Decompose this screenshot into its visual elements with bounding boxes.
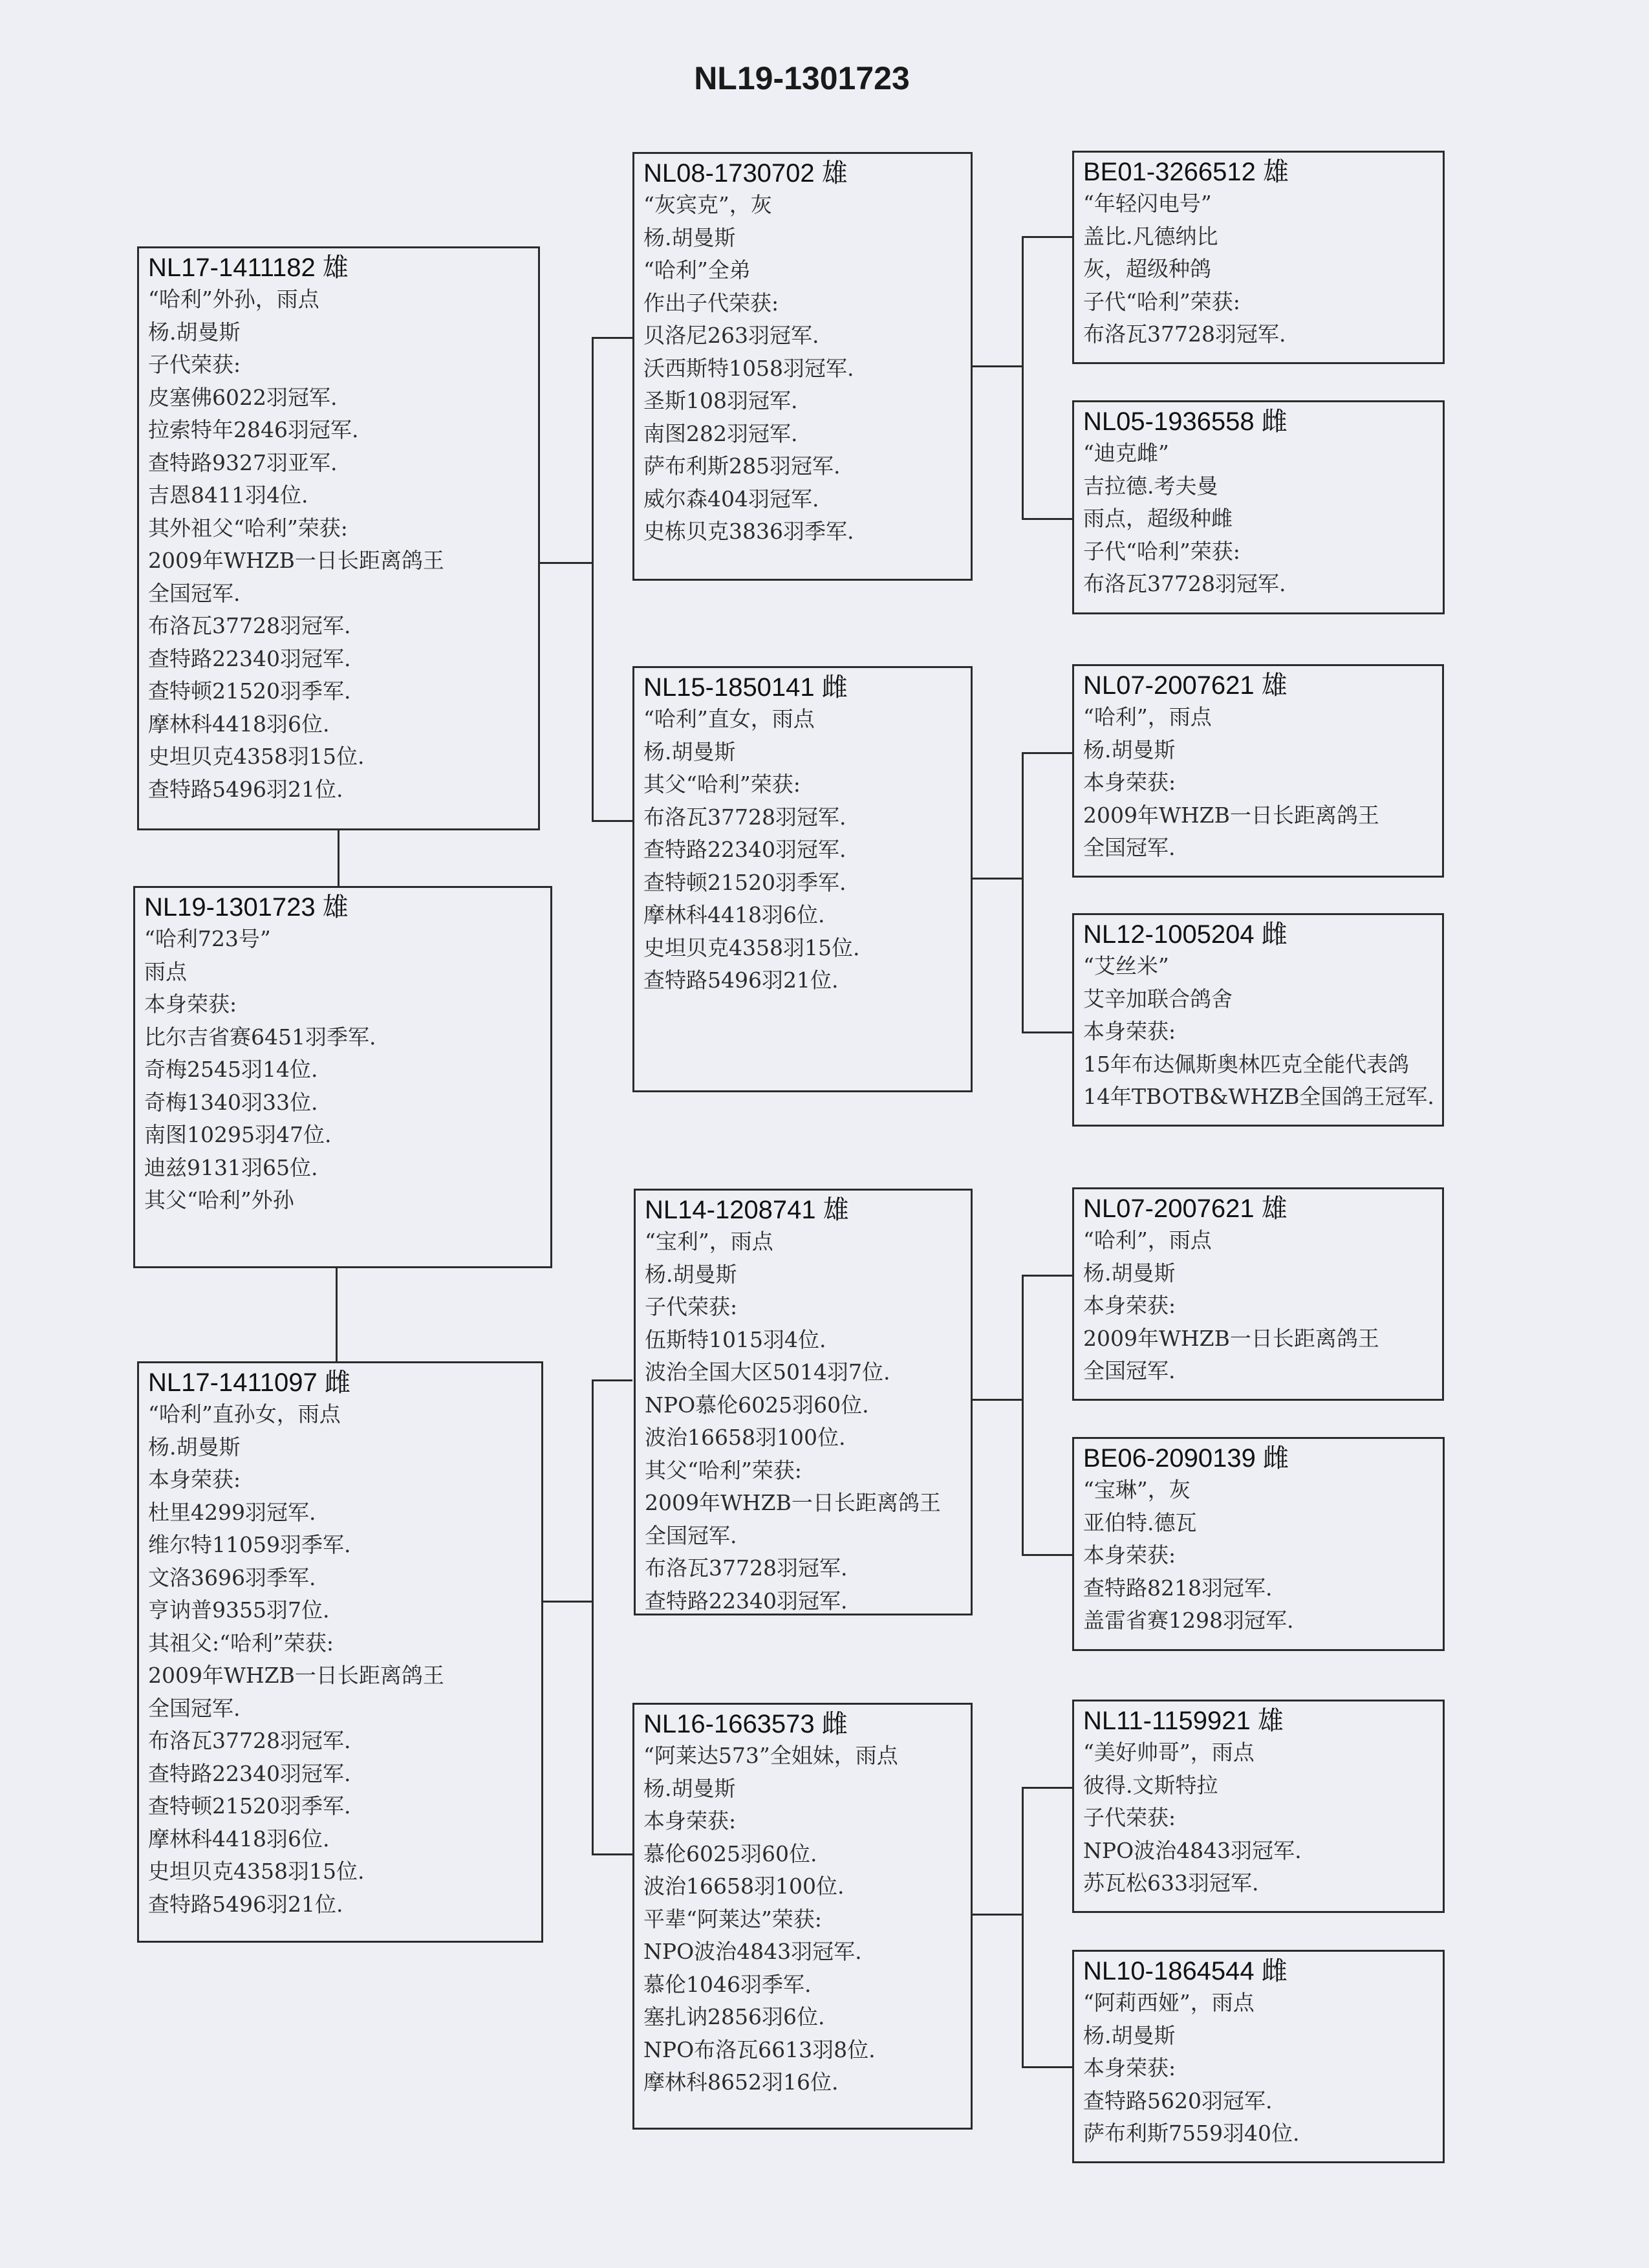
info-line: 盖雷省赛1298羽冠军.	[1083, 1608, 1294, 1633]
info-line: 布洛瓦37728羽冠军.	[1083, 571, 1286, 596]
info-line: 其父“哈利”荣获:	[645, 1457, 802, 1483]
connector-to-sire-sire	[592, 337, 632, 339]
info-line: 布洛瓦37728羽冠军.	[148, 1728, 351, 1753]
connector-to-g6	[1022, 1554, 1072, 1556]
info-line: 子代“哈利”荣获:	[1083, 538, 1240, 564]
info-line: “美好帅哥”，雨点	[1083, 1740, 1255, 1765]
pedigree-box-g6	[1072, 1437, 1445, 1651]
info-line: 史坦贝克4358羽15位.	[148, 1859, 365, 1884]
info-line: NPO波治4843羽冠军.	[1083, 1837, 1302, 1863]
pedigree-box-g4	[1072, 913, 1444, 1127]
info-line: 杨.胡曼斯	[643, 1775, 736, 1801]
ring-number: BE01-3266512 雄	[1083, 158, 1289, 186]
connector-to-g1	[1022, 236, 1072, 238]
info-line: “哈利”，雨点	[1083, 704, 1212, 729]
info-line: 本身荣获:	[148, 1467, 241, 1492]
info-line: 本身荣获:	[1083, 1542, 1176, 1568]
info-line: “灰宾克”，灰	[643, 192, 772, 217]
info-line: “哈利”外孙，雨点	[148, 286, 319, 312]
info-line: 吉恩8411羽4位.	[148, 482, 308, 508]
connector-to-g4	[1022, 1031, 1072, 1033]
connector-sd-out	[973, 878, 1023, 880]
info-line: 全国冠军.	[1083, 835, 1176, 860]
info-line: 杨.胡曼斯	[148, 319, 241, 345]
info-line: 雨点	[144, 958, 187, 984]
info-line: 本身荣获:	[1083, 1019, 1176, 1044]
info-line: 皮塞佛6022羽冠军.	[148, 384, 338, 410]
info-line: 萨布利斯285羽冠军.	[643, 453, 841, 479]
info-line: “阿莉西娅”，雨点	[1083, 1990, 1255, 2015]
info-line: “迪克雌”	[1083, 440, 1169, 466]
info-line: 拉索特年2846羽冠军.	[148, 417, 359, 442]
info-line: 奇梅2545羽14位.	[144, 1057, 318, 1082]
info-line: 平辈“阿莱达”荣获:	[643, 1906, 822, 1932]
ring-number: NL07-2007621 雄	[1083, 1194, 1288, 1223]
info-line: 南图282羽冠军.	[643, 420, 798, 446]
pedigree-box-dam-sire	[634, 1189, 973, 1615]
info-line: 迪兹9131羽65位.	[144, 1154, 318, 1180]
info-line: 全国冠军.	[148, 580, 241, 606]
info-line: 杨.胡曼斯	[1083, 737, 1176, 762]
info-line: 全国冠军.	[148, 1695, 241, 1721]
info-line: 杜里4299羽冠军.	[148, 1499, 316, 1525]
pedigree-box-g8	[1072, 1950, 1445, 2163]
info-line: “阿莱达573”全姐妹，雨点	[643, 1743, 898, 1768]
info-line: 其父“哈利”外孙	[144, 1187, 294, 1213]
info-line: 布洛瓦37728羽冠军.	[148, 613, 351, 638]
info-line: 史坦贝克4358羽15位.	[148, 744, 365, 769]
info-line: 查特路9327羽亚军.	[148, 449, 338, 475]
info-line: 慕伦1046羽季军.	[643, 1971, 812, 1997]
info-line: 布洛瓦37728羽冠军.	[645, 1555, 848, 1581]
connector-to-dam-sire	[592, 1379, 632, 1381]
info-line: 其外祖父“哈利”荣获:	[148, 515, 348, 541]
info-line: 摩林科4418羽6位.	[148, 1826, 330, 1852]
info-line: 塞扎讷2856羽6位.	[643, 2004, 825, 2029]
info-line: 艾辛加联合鸽舍	[1083, 986, 1233, 1011]
connector-to-g7	[1022, 1787, 1072, 1789]
info-line: 亚伯特.德瓦	[1083, 1509, 1197, 1535]
pedigree-box-dam-dam	[632, 1703, 973, 2130]
connector-to-g3	[1022, 752, 1072, 754]
info-line: 杨.胡曼斯	[643, 739, 736, 764]
info-line: 查特路5620羽冠军.	[1083, 2088, 1273, 2113]
info-line: 子代荣获:	[148, 352, 241, 377]
info-line: 本身荣获:	[1083, 1293, 1176, 1318]
info-line: 杨.胡曼斯	[1083, 2022, 1176, 2048]
info-line: 2009年WHZB一日长距离鸽王	[148, 1663, 444, 1688]
info-line: 布洛瓦37728羽冠军.	[1083, 321, 1286, 347]
info-line: 雨点，超级种雌	[1083, 506, 1233, 531]
info-line: 本身荣获:	[643, 1808, 737, 1833]
info-line: 本身荣获:	[1083, 770, 1176, 795]
connector-dd-branch	[1022, 1787, 1024, 2068]
info-line: NPO布洛瓦6613羽8位.	[643, 2036, 876, 2062]
info-line: 查特路5496羽21位.	[643, 967, 839, 993]
info-line: “哈利”，雨点	[1083, 1227, 1212, 1253]
ring-number: NL17-1411182 雄	[148, 254, 349, 282]
connector-ds-out	[973, 1399, 1023, 1401]
info-line: 子代荣获:	[1083, 1805, 1176, 1830]
info-line: 作出子代荣获:	[643, 290, 779, 316]
info-line: NPO波治4843羽冠军.	[643, 1939, 862, 1964]
pedigree-box-g1	[1072, 151, 1445, 364]
connector-to-sire-dam	[592, 820, 632, 822]
info-line: 杨.胡曼斯	[148, 1434, 241, 1460]
ring-number: NL14-1208741 雄	[645, 1196, 849, 1224]
info-line: 杨.胡曼斯	[1083, 1260, 1176, 1286]
info-line: 摩林科4418羽6位.	[643, 902, 825, 927]
connector-ss-branch	[1022, 236, 1024, 519]
info-line: 查特路5496羽21位.	[148, 1891, 343, 1917]
info-line: 威尔森404羽冠军.	[643, 486, 819, 512]
info-line: 其祖父:“哈利”荣获:	[148, 1630, 334, 1656]
info-line: 灰，超级种鸽	[1083, 256, 1211, 281]
info-line: 14年TBOTB&WHZB全国鸽王冠军.	[1083, 1084, 1434, 1109]
connector-ds-branch	[1022, 1275, 1024, 1555]
info-line: “艾丝米”	[1083, 953, 1169, 978]
info-line: 查特顿21520羽季军.	[148, 1793, 351, 1819]
ring-number: NL11-1159921 雄	[1083, 1707, 1284, 1735]
info-line: 伍斯特1015羽4位.	[645, 1326, 826, 1352]
info-line: 查特路5496羽21位.	[148, 776, 343, 802]
ring-number: NL19-1301723 雄	[144, 893, 349, 922]
info-line: 2009年WHZB一日长距离鸽王	[148, 548, 444, 573]
info-line: 2009年WHZB一日长距离鸽王	[1083, 802, 1379, 828]
info-line: 南图10295羽47位.	[144, 1122, 332, 1147]
info-line: 波治16658羽100位.	[645, 1425, 846, 1450]
info-line: 贝洛尼263羽冠军.	[643, 323, 819, 348]
ring-number: NL15-1850141 雌	[643, 673, 848, 702]
info-line: 萨布利斯7559羽40位.	[1083, 2121, 1300, 2146]
info-line: 2009年WHZB一日长距离鸽王	[645, 1490, 941, 1515]
pedigree-box-subject	[133, 886, 552, 1268]
info-line: 摩林科4418羽6位.	[148, 711, 330, 737]
connector-to-g5	[1022, 1275, 1072, 1277]
connector-sd-branch	[1022, 752, 1024, 1033]
info-line: 彼得.文斯特拉	[1083, 1772, 1218, 1798]
connector-dam-out	[543, 1601, 593, 1603]
info-line: 本身荣获:	[144, 991, 237, 1017]
info-line: “哈利”全弟	[643, 257, 751, 283]
info-line: 苏瓦松633羽冠军.	[1083, 1870, 1259, 1895]
pedigree-box-g3	[1072, 664, 1444, 878]
info-line: 查特路22340羽冠军.	[148, 645, 351, 671]
pedigree-box-sire-dam	[632, 666, 973, 1092]
pedigree-box-sire	[137, 246, 540, 830]
info-line: 查特路8218羽冠军.	[1083, 1575, 1273, 1601]
info-line: 摩林科8652羽16位.	[643, 2069, 839, 2095]
ring-number: NL12-1005204 雌	[1083, 920, 1288, 949]
ring-number: BE06-2090139 雌	[1083, 1444, 1289, 1473]
ring-number: NL05-1936558 雌	[1083, 407, 1288, 436]
info-line: 其父“哈利”荣获:	[643, 772, 801, 797]
ring-number: NL16-1663573 雌	[643, 1710, 848, 1738]
connector-dam-branch	[592, 1379, 594, 1855]
pedigree-box-g7	[1072, 1700, 1445, 1913]
connector-to-g8	[1022, 2066, 1072, 2068]
connector-sire-subject	[338, 828, 339, 887]
info-line: 沃西斯特1058羽冠军.	[643, 355, 854, 381]
info-line: 全国冠军.	[645, 1522, 737, 1548]
info-line: 波治16658羽100位.	[643, 1874, 845, 1899]
connector-ss-out	[973, 365, 1023, 367]
pedigree-box-g5	[1072, 1187, 1444, 1401]
info-line: 波治全国大区5014羽7位.	[645, 1359, 890, 1385]
info-line: “宝琳”，灰	[1083, 1477, 1191, 1502]
info-line: 史坦贝克4358羽15位.	[643, 934, 860, 960]
info-line: “宝利”，雨点	[645, 1229, 773, 1254]
info-line: 查特路22340羽冠军.	[645, 1588, 848, 1614]
info-line: 查特顿21520羽季军.	[148, 678, 351, 704]
pedigree-box-sire-sire	[632, 152, 973, 581]
info-line: 全国冠军.	[1083, 1358, 1176, 1383]
info-line: 子代荣获:	[645, 1294, 738, 1319]
info-line: 杨.胡曼斯	[643, 224, 736, 250]
connector-subject-dam	[336, 1267, 338, 1363]
info-line: 杨.胡曼斯	[645, 1261, 737, 1287]
info-line: 慕伦6025羽60位.	[643, 1841, 817, 1866]
info-line: 15年布达佩斯奥林匹克全能代表鸽	[1083, 1051, 1409, 1077]
info-line: NPO慕伦6025羽60位.	[645, 1392, 869, 1418]
connector-sire-out	[540, 562, 593, 564]
ring-number: NL07-2007621 雄	[1083, 671, 1288, 700]
info-line: 布洛瓦37728羽冠军.	[643, 804, 846, 830]
info-line: 比尔吉省赛6451羽季军.	[144, 1024, 376, 1050]
info-line: 文洛3696羽季军.	[148, 1564, 316, 1590]
info-line: “哈利”直孙女，雨点	[148, 1401, 341, 1427]
info-line: “哈利”直女，雨点	[643, 706, 815, 731]
ring-number: NL17-1411097 雌	[148, 1368, 350, 1397]
connector-to-g2	[1022, 518, 1072, 520]
info-line: 盖比.凡德纳比	[1083, 223, 1218, 249]
info-line: 子代“哈利”荣获:	[1083, 288, 1240, 314]
info-line: 圣斯108羽冠军.	[643, 388, 798, 413]
info-line: 2009年WHZB一日长距离鸽王	[1083, 1325, 1379, 1351]
info-line: 史栋贝克3836羽季军.	[643, 519, 854, 544]
info-line: “年轻闪电号”	[1083, 191, 1212, 216]
info-line: 维尔特11059羽季军.	[148, 1532, 351, 1557]
info-line: 奇梅1340羽33位.	[144, 1089, 318, 1115]
info-line: 亨讷普9355羽7位.	[148, 1597, 330, 1623]
info-line: 查特路22340羽冠军.	[643, 837, 846, 862]
info-line: 查特顿21520羽季军.	[643, 869, 846, 895]
page-title: NL19-1301723	[694, 60, 910, 96]
connector-to-dam-dam	[592, 1853, 632, 1855]
ring-number: NL08-1730702 雄	[643, 159, 848, 188]
info-line: 吉拉德.考夫曼	[1083, 473, 1218, 499]
pedigree-box-g2	[1072, 400, 1445, 614]
connector-sire-branch	[592, 337, 594, 821]
info-line: 查特路22340羽冠军.	[148, 1760, 351, 1786]
info-line: 本身荣获:	[1083, 2055, 1176, 2080]
info-line: “哈利723号”	[144, 926, 271, 951]
ring-number: NL10-1864544 雌	[1083, 1957, 1288, 1985]
connector-dd-out	[973, 1914, 1023, 1916]
pedigree-box-dam	[137, 1361, 543, 1943]
